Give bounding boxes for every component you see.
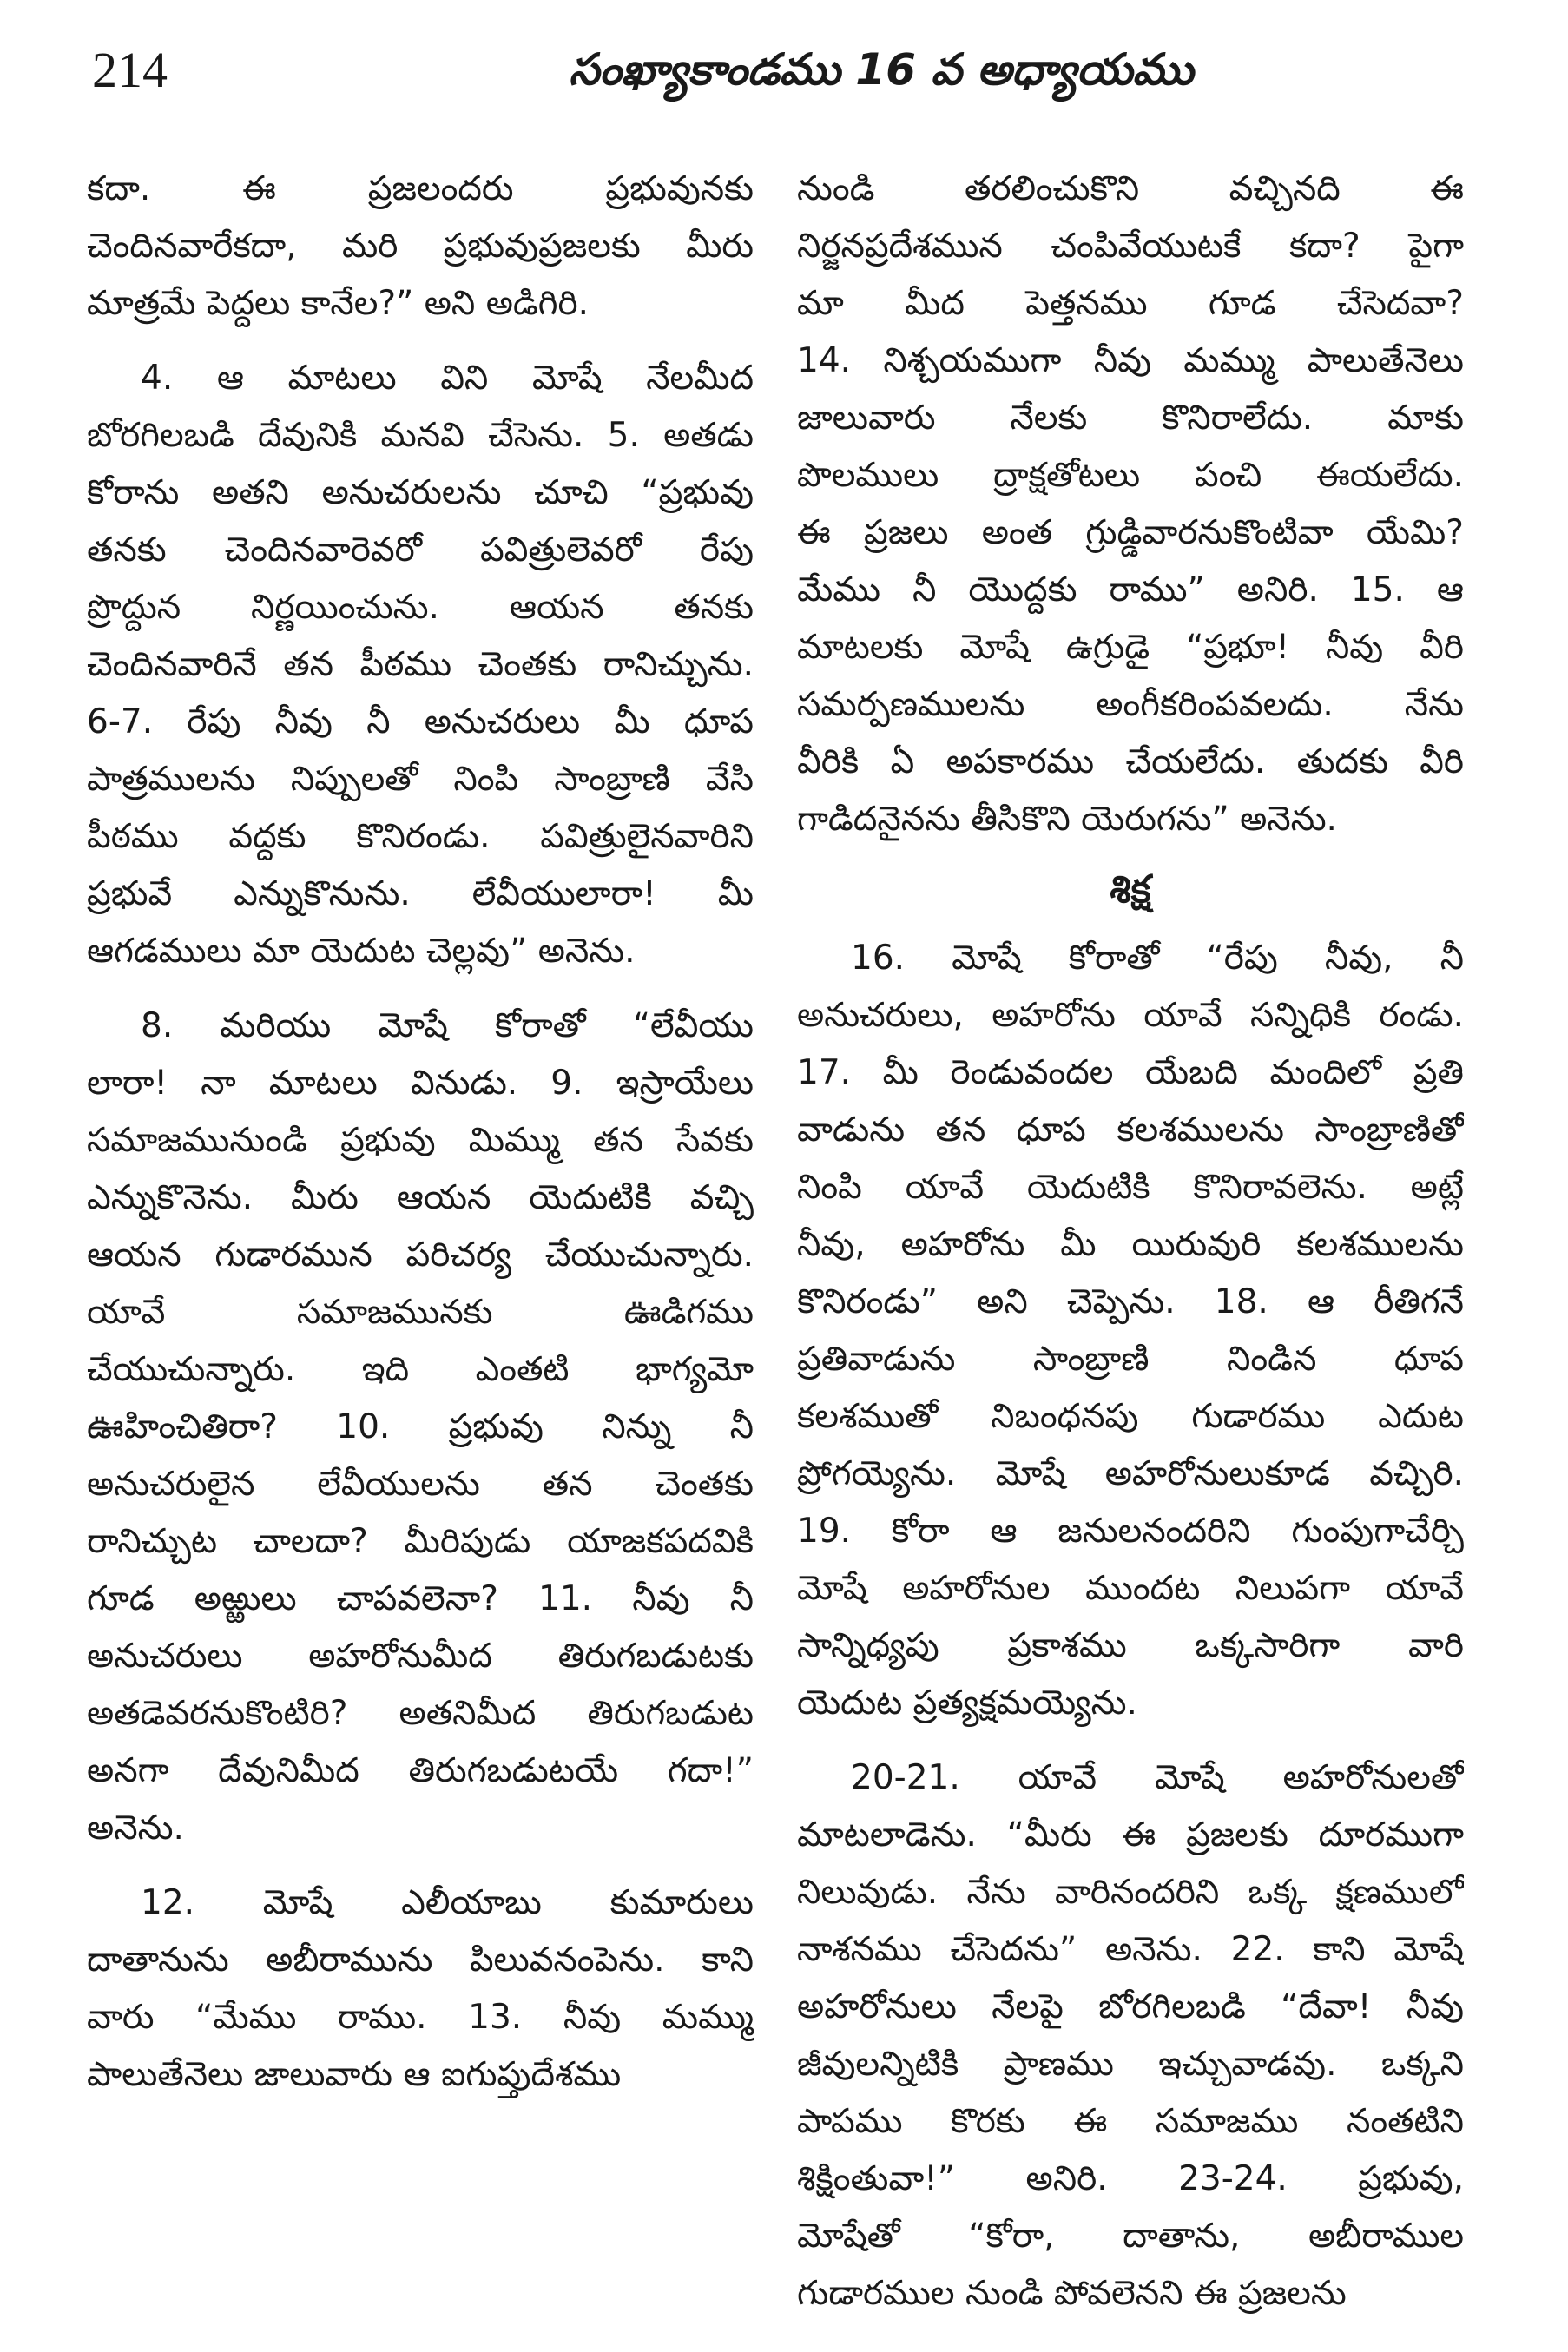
text-line: ప్రొద్దున నిర్ణయించును. ఆయన తనకు xyxy=(87,588,754,627)
text-line: నిర్జనప్రదేశమున చంపివేయుటకే కదా? పైగా xyxy=(797,227,1464,266)
text-line: చెందినవారేకదా, మరి ప్రభువుప్రజలకు మీరు xyxy=(87,227,754,266)
text-line: పాత్రములను నిప్పులతో నింపి సాంబ్రాణి వేసి xyxy=(87,760,754,799)
text-line: అనుచరులు అహరోనుమీద తిరుగబడుటకు xyxy=(87,1637,754,1676)
text-line: పీఠము వద్దకు కొనిరండు. పవిత్రులైనవారిని xyxy=(87,817,754,856)
text-line: సమాజమునుండి ప్రభువు మిమ్ము తన సేవకు xyxy=(87,1121,754,1160)
text-line: లారా! నా మాటలు వినుడు. 9. ఇస్రాయేలు xyxy=(87,1064,754,1103)
paragraph xyxy=(797,161,1464,848)
text-line: గూడ అఱ్ఱులు చాపవలెనా? 11. నీవు నీ xyxy=(87,1579,754,1618)
paragraph xyxy=(797,930,1464,1732)
text-line: 20-21. యావే మోషే అహరోనులతో xyxy=(851,1758,1464,1797)
text-line: జాలువారు నేలకు కొనిరాలేదు. మాకు xyxy=(797,399,1464,438)
text-line: గాడిదనైనను తీసికొని యెరుగను” అనెను. xyxy=(797,800,1337,839)
text-line: సాన్నిధ్యపు ప్రకాశము ఒక్కసారిగా వారి xyxy=(797,1626,1464,1665)
text-line: యెదుట ప్రత్యక్షమయ్యెను. xyxy=(797,1683,1137,1723)
text-line: జీవులన్నిటికి ప్రాణము ఇచ్చువాడవు. ఒక్కని xyxy=(797,2045,1464,2084)
text-line: నుండి తరలించుకొని వచ్చినది ఈ xyxy=(797,169,1464,208)
text-line: బోరగిలబడి దేవునికి మనవి చేసెను. 5. అతడు xyxy=(87,416,754,455)
text-line: వీరికి ఏ అపకారము చేయలేదు. తుదకు వీరి xyxy=(797,742,1464,781)
text-line: మేము నీ యొద్దకు రాము” అనిరి. 15. ఆ xyxy=(797,570,1464,609)
right-column-top xyxy=(797,161,1464,848)
text-line: కదా. ఈ ప్రజలందరు ప్రభువునకు xyxy=(87,169,754,208)
paragraph xyxy=(87,350,754,980)
text-line: పాలుతేనెలు జాలువారు ఆ ఐగుప్తుదేశము xyxy=(87,2055,622,2094)
text-line: పాపము కొరకు ఈ సమాజము నంతటిని xyxy=(797,2102,1464,2141)
text-line: ఆగడములు మా యెదుట చెల్లవు” అనెను. xyxy=(87,932,636,971)
text-line: నాశనము చేసెదను” అనెను. 22. కాని మోషే xyxy=(797,1930,1464,1969)
text-line: ప్రభువే ఎన్నుకొనును. లేవీయులారా! మీ xyxy=(87,874,754,913)
text-line: మా మీద పెత్తనము గూడ చేసెదవా? xyxy=(797,284,1464,323)
page-number: 214 xyxy=(92,42,168,98)
text-line: మాటలకు మోషే ఉగ్రుడై “ప్రభూ! నీవు వీరి xyxy=(797,628,1464,667)
text-line: మాత్రమే పెద్దలు కానేల?” అని అడిగిరి. xyxy=(87,284,590,323)
paragraph xyxy=(87,1874,754,2104)
text-line: అనుచరులైన లేవీయులను తన చెంతకు xyxy=(87,1465,754,1504)
text-line: నిలువుడు. నేను వారినందరిని ఒక్క క్షణములో xyxy=(797,1873,1464,1912)
text-line: అహరోనులు నేలపై బోరగిలబడి “దేవా! నీవు xyxy=(797,1987,1464,2026)
text-line: 6-7. రేపు నీవు నీ అనుచరులు మీ ధూప xyxy=(87,702,754,741)
right-column-bottom xyxy=(797,930,1464,2322)
text-line: అతడెవరనుకొంటిరి? అతనిమీద తిరుగబడుట xyxy=(87,1694,754,1733)
text-line: ఆయన గుడారమున పరిచర్య చేయుచున్నారు. xyxy=(87,1235,754,1275)
text-line: మాటలాడెను. “మీరు ఈ ప్రజలకు దూరముగా xyxy=(797,1815,1464,1855)
paragraph xyxy=(797,1749,1464,2322)
text-line: 12. మోషే ఎలీయాబు కుమారులు xyxy=(141,1883,754,1922)
text-line: 19. కోరా ఆ జనులనందరిని గుంపుగాచేర్చి xyxy=(797,1512,1464,1551)
text-line: వారు “మేము రాము. 13. నీవు మమ్ము xyxy=(87,1998,754,2037)
running-title: సంఖ్యాకాండము 16 వ అధ్యాయము xyxy=(569,44,1194,95)
text-line: నీవు, అహరోను మీ యిరువురి కలశములను xyxy=(797,1225,1464,1264)
text-line: సమర్పణములను అంగీకరింపవలదు. నేను xyxy=(797,685,1464,724)
text-line: 14. నిశ్చయముగా నీవు మమ్ము పాలుతేనెలు xyxy=(797,341,1464,380)
text-line: ప్రతివాడును సాంబ్రాణి నిండిన ధూప xyxy=(797,1340,1464,1379)
text-line: ఎన్నుకొనెను. మీరు ఆయన యెదుటికి వచ్చి xyxy=(87,1178,754,1217)
text-line: అనెను. xyxy=(87,1808,184,1848)
text-line: చేయుచున్నారు. ఇది ఎంతటి భాగ్యమో xyxy=(87,1350,754,1389)
text-line: శిక్షింతువా!” అనిరి. 23-24. ప్రభువు, xyxy=(797,2159,1464,2198)
section-heading: శిక్ష xyxy=(1110,867,1151,912)
text-line: ప్రోగయ్యెను. మోషే అహరోనులుకూడ వచ్చిరి. xyxy=(797,1454,1464,1493)
text-line: తనకు చెందినవారెవరో పవిత్రులెవరో రేపు xyxy=(87,530,754,570)
text-line: చెందినవారినే తన పీఠము చెంతకు రానిచ్చును. xyxy=(87,645,754,684)
text-line: 4. ఆ మాటలు విని మోషే నేలమీద xyxy=(141,359,754,398)
text-line: మోషేతో “కోరా, దాతాను, అబీరాముల xyxy=(797,2217,1464,2256)
text-line: వాడును తన ధూప కలశములను సాంబ్రాణితో xyxy=(797,1110,1464,1150)
text-line: నింపి యావే యెదుటికి కొనిరావలెను. అట్లే xyxy=(797,1168,1464,1207)
text-line: గుడారముల నుండి పోవలెనని ఈ ప్రజలను xyxy=(797,2274,1347,2313)
left-column xyxy=(87,161,754,2104)
text-line: అనగా దేవునిమీద తిరుగబడుటయే గదా!” xyxy=(87,1751,754,1790)
text-line: కోరాను అతని అనుచరులను చూచి “ప్రభువు xyxy=(87,473,754,512)
text-line: కొనిరండు” అని చెప్పెను. 18. ఆ రీతిగనే xyxy=(797,1282,1464,1321)
text-line: 8. మరియు మోషే కోరాతో “లేవీయు xyxy=(141,1006,754,1045)
text-line: ఈ ప్రజలు అంత గ్రుడ్డివారనుకొంటివా యేమి? xyxy=(797,513,1464,552)
text-line: మోషే అహరోనుల ముందట నిలుపగా యావే xyxy=(797,1569,1464,1608)
text-line: యావే సమాజమునకు ఊడిగము xyxy=(87,1293,754,1332)
text-line: కలశముతో నిబంధనపు గుడారము ఎదుట xyxy=(797,1397,1464,1436)
paragraph xyxy=(87,998,754,1857)
text-line: రానిచ్చుట చాలదా? మీరిపుడు యాజకపదవికి xyxy=(87,1522,754,1561)
text-line: ఊహించితిరా? 10. ప్రభువు నిన్ను నీ xyxy=(87,1407,754,1446)
text-line: అనుచరులు, అహరోను యావే సన్నిధికి రండు. xyxy=(797,996,1464,1035)
paragraph xyxy=(87,161,754,333)
text-line: దాతానును అబీరామును పిలువనంపెను. కాని xyxy=(87,1940,754,1980)
right-column xyxy=(797,161,1464,2322)
text-line: 16. మోషే కోరాతో “రేపు నీవు, నీ xyxy=(851,939,1464,978)
text-line: 17. మీ రెండువందల యేబది మందిలో ప్రతి xyxy=(797,1053,1464,1092)
text-line: పొలములు ద్రాక్షతోటలు పంచి ఈయలేదు. xyxy=(797,456,1464,495)
